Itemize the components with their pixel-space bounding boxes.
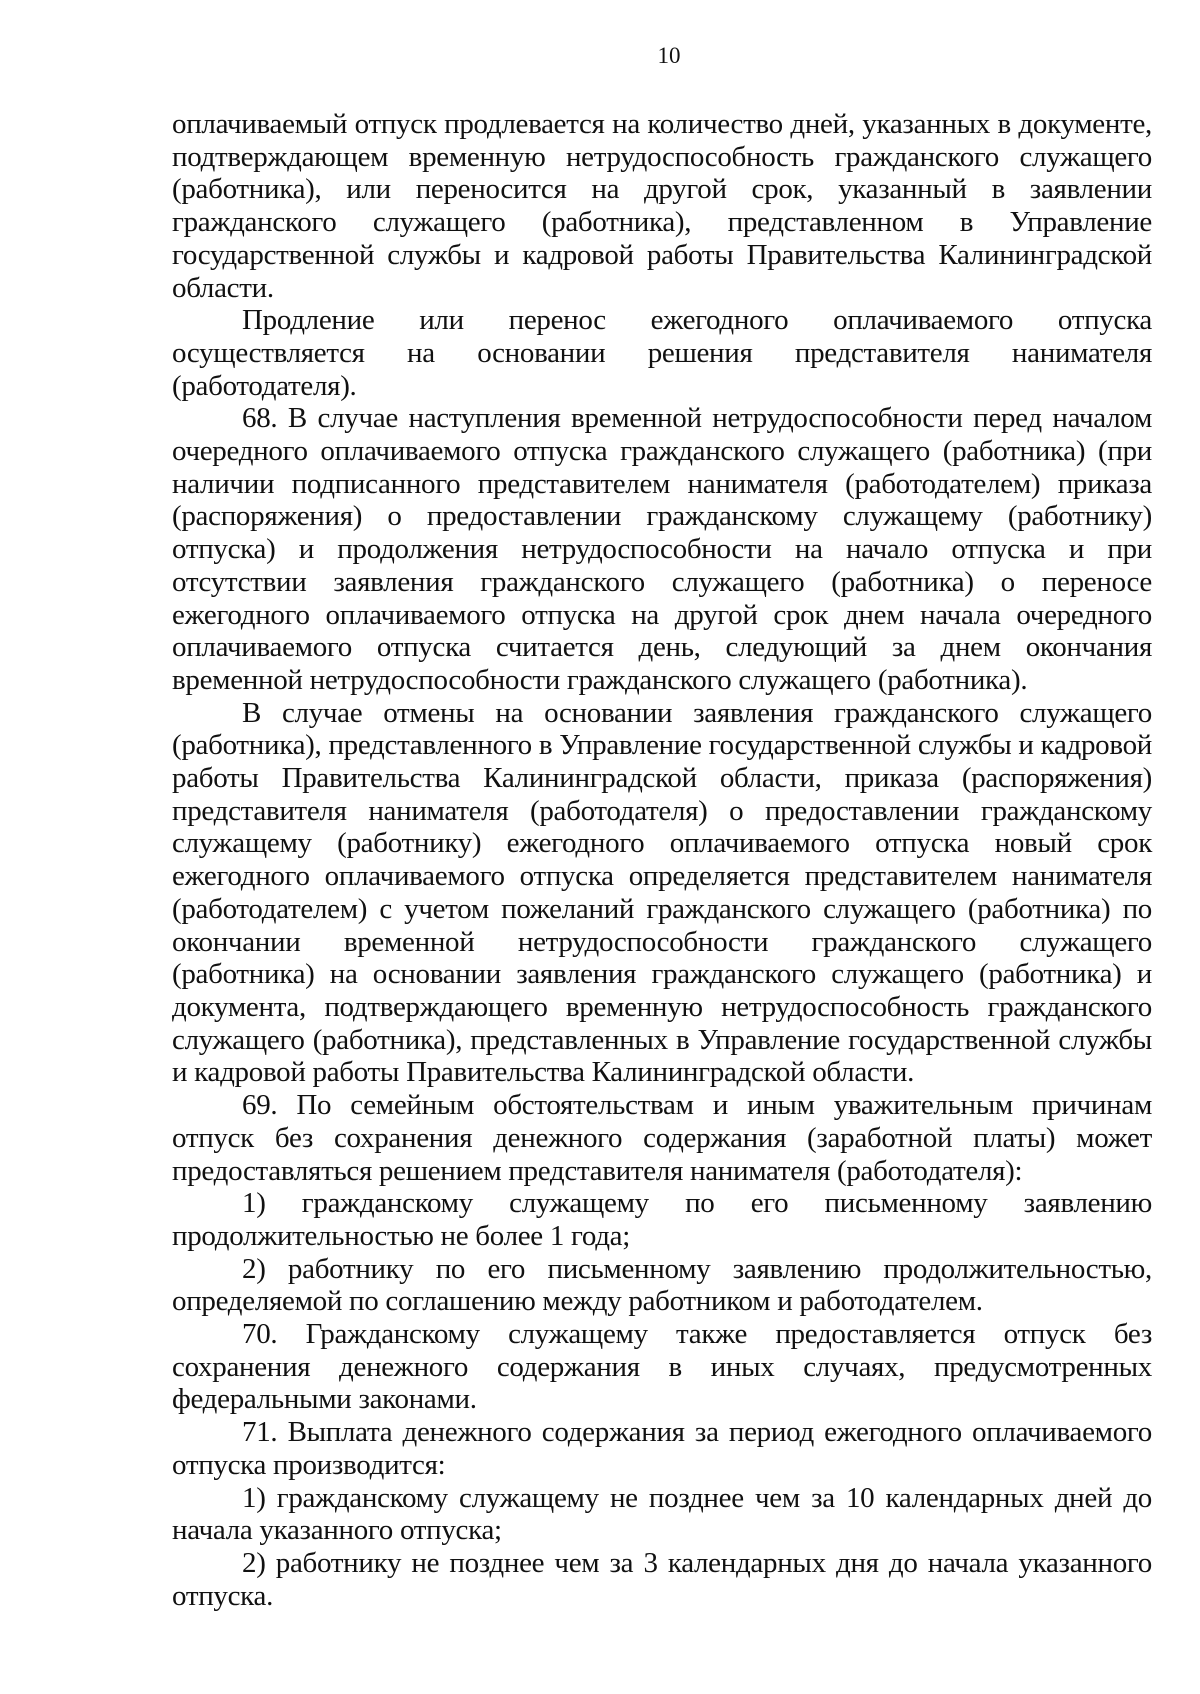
paragraph-70: 70. Гражданскому служащему также предоставляется отпуск без сохранения денежного содержания в иных случаях, предусмотренных федеральными законами. [172, 1318, 1152, 1416]
paragraph-continuation: оплачиваемый отпуск продлевается на количество дней, указанных в документе, подтверждающем временную нетрудоспособность гражданского служащего (работника), или переносится на другой срок, указанный в заявлении гражданского служащего (работника), представленном в Управление государственной службы и кадровой работы Правительства Калининградской области. [172, 108, 1152, 304]
paragraph-68: 68. В случае наступления временной нетрудоспособности перед началом очередного оплачиваемого отпуска гражданского служащего (работника) (при наличии подписанного представителем нанимателя (работодателем) приказа (распоряжения) о предоставлении гражданскому служащему (работнику) отпуска) и продолжения нетрудоспособности на начало отпуска и при отсутствии заявления гражданского служащего (работника) о переносе ежегодного оплачиваемого отпуска на другой срок днем начала очередного оплачиваемого отпуска считается день, следующий за днем окончания временной нетрудоспособности гражданского служащего (работника). [172, 402, 1152, 696]
paragraph-69-item-1: 1) гражданскому служащему по его письменному заявлению продолжительностью не более 1 года; [172, 1187, 1152, 1252]
paragraph-extension: Продление или перенос ежегодного оплачиваемого отпуска осуществляется на основании решения представителя нанимателя (работодателя). [172, 304, 1152, 402]
paragraph-71: 71. Выплата денежного содержания за период ежегодного оплачиваемого отпуска производится: [172, 1416, 1152, 1481]
paragraph-71-item-1: 1) гражданскому служащему не позднее чем за 10 календарных дней до начала указанного отпуска; [172, 1481, 1152, 1547]
paragraph-69-item-2: 2) работнику по его письменному заявлению продолжительностью, определяемой по соглашению между работником и работодателем. [172, 1252, 1152, 1318]
paragraph-69: 69. По семейным обстоятельствам и иным уважительным причинам отпуск без сохранения денежного содержания (заработной платы) может предоставляться решением представителя нанимателя (работодателя): [172, 1089, 1152, 1187]
page-number: 10 [657, 43, 681, 68]
paragraph-cancellation: В случае отмены на основании заявления гражданского служащего (работника), представленного в Управление государственной службы и кадровой работы Правительства Калининградской области, приказа (распоряжения) представителя нанимателя (работодателя) о предоставлении гражданскому служащему (работнику) ежегодного оплачиваемого отпуска новый срок ежегодного оплачиваемого отпуска определяется представителем нанимателя (работодателем) с учетом пожеланий гражданского служащего (работника) по окончании временной нетрудоспособности гражданского служащего (работника) на основании заявления гражданского служащего (работника) и документа, подтверждающего временную нетрудоспособность гражданского служащего (работника), представленных в Управление государственной службы и кадровой работы Правительства Калининградской области. [172, 696, 1152, 1089]
document-body [172, 108, 1152, 1612]
paragraph-71-item-2: 2) работнику не позднее чем за 3 календарных дня до начала указанного отпуска. [172, 1546, 1152, 1612]
